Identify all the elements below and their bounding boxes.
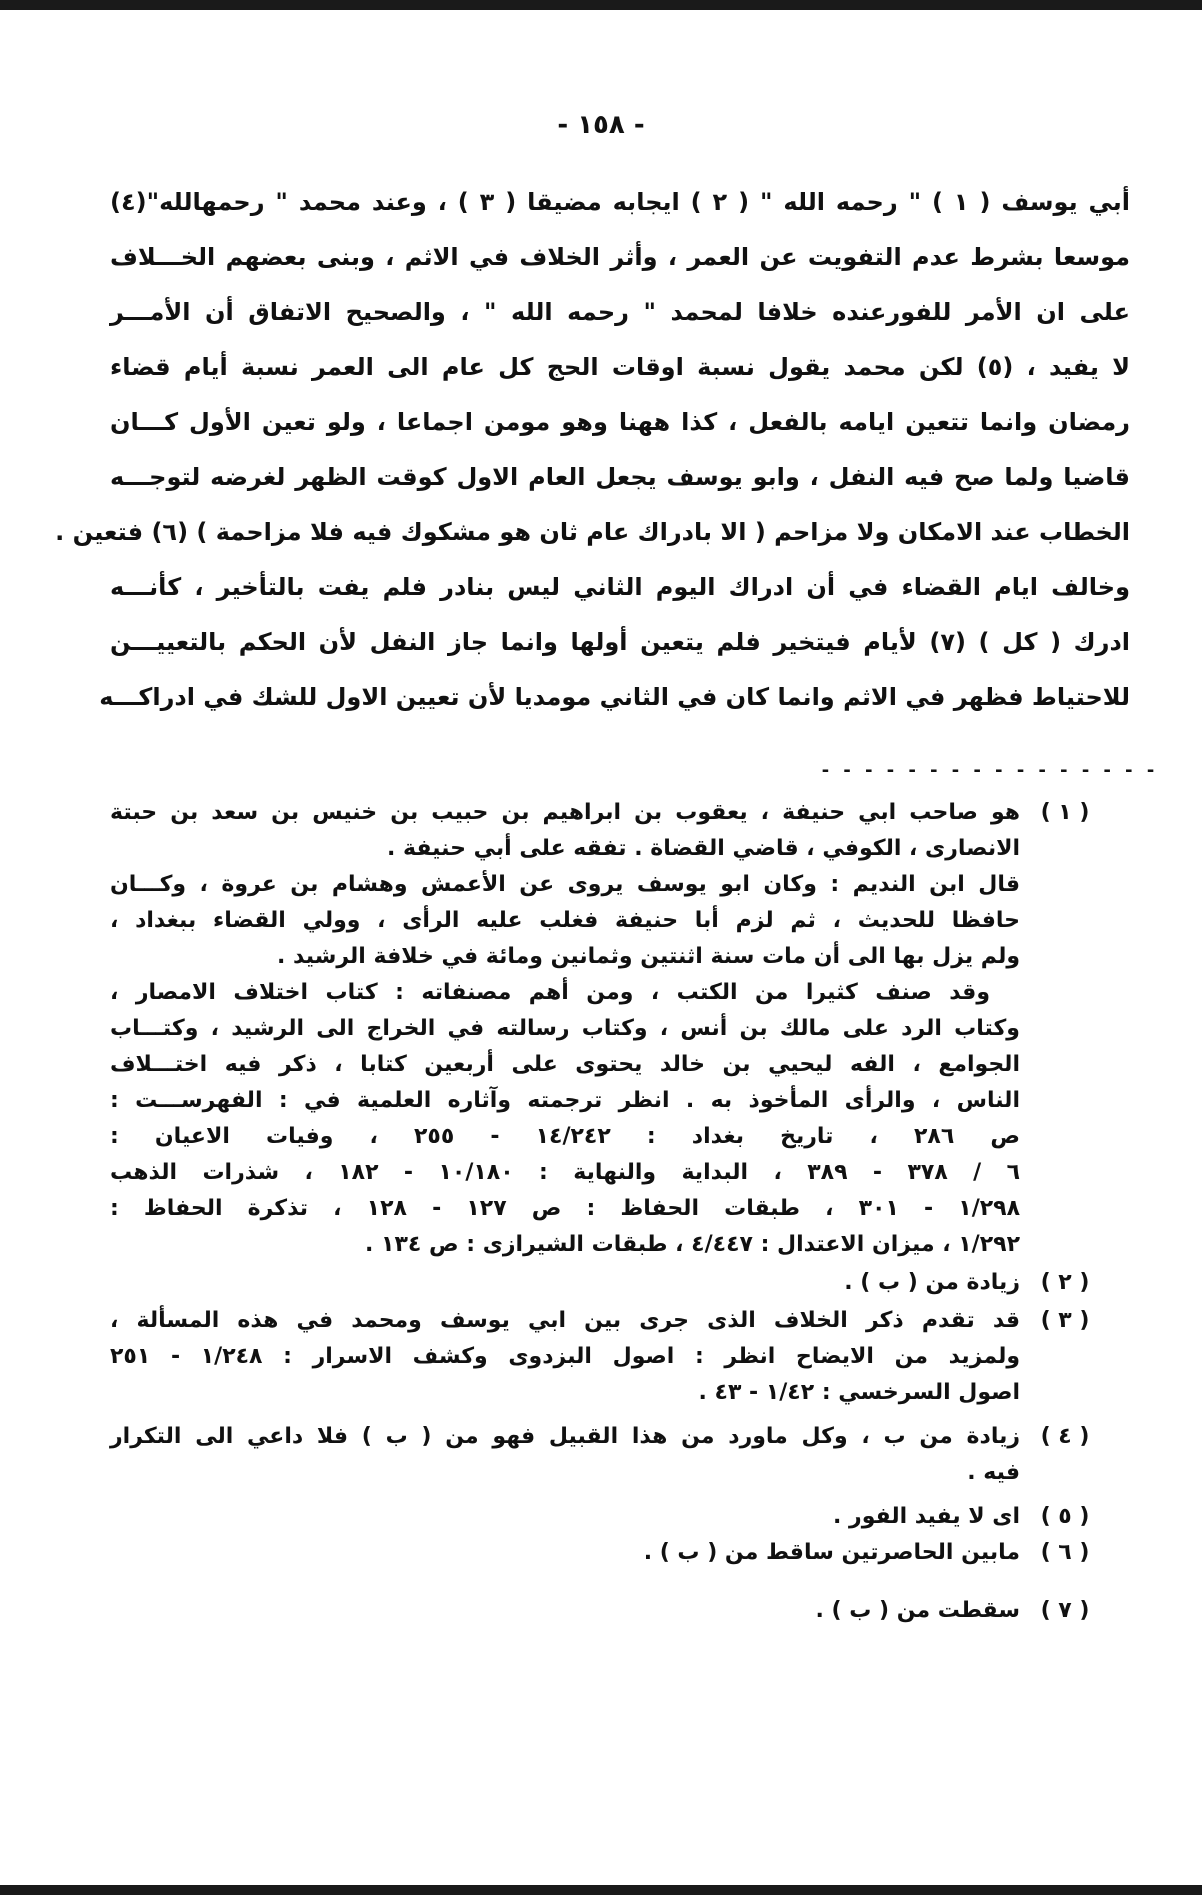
footnote-line: قال ابن النديم : وكان ابو يوسف يروى عن الأعمش وهشام بن عروة ، وكـــان [110, 872, 1020, 897]
footnote-separator: - - - - - - - - - - - - - - - - [820, 760, 1156, 781]
body-line: لا يفيد ، (٥) لكن محمد يقول نسبة اوقات الحج كل عام الى العمر نسبة أيام قضاء [110, 353, 1131, 381]
footnote-line: ولم يزل بها الى أن مات سنة اثنتين وثمانين ومائة في خلافة الرشيد . [277, 944, 1020, 969]
footnote-line: وكتاب الرد على مالك بن أنس ، وكتاب رسالته في الخراج الى الرشيد ، وكتـــاب [110, 1016, 1020, 1041]
footnote-text [110, 795, 1020, 1263]
page-number: - ١٥٨ - [557, 110, 645, 140]
footnote-3 [110, 1303, 1110, 1411]
body-line: قاضيا ولما صح فيه النفل ، وابو يوسف يجعل العام الاول كوقت الظهر لغرضه لتوجـــه [110, 463, 1130, 491]
footnote-6 [110, 1535, 1110, 1571]
footnote-7 [110, 1593, 1110, 1629]
footnote-2 [110, 1265, 1110, 1301]
footnote-line: قد تقدم ذكر الخلاف الذى جرى بين ابي يوسف ومحمد في هذه المسألة ، [110, 1308, 1020, 1333]
footnote-line: سقطت من ( ب ) . [815, 1598, 1020, 1623]
footnote-number: ( ٤ ) [1040, 1424, 1090, 1449]
body-line: للاحتياط فظهر في الاثم وانما كان في الثاني مومديا لأن تعيين الاول للشك في ادراكـــه [99, 683, 1130, 711]
footnote-line: وقد صنف كثيرا من الكتب ، ومن أهم مصنفاته : كتاب اختلاف الامصار ، [110, 980, 990, 1005]
body-line: موسعا بشرط عدم التفويت عن العمر ، وأثر الخلاف في الاثم ، وبنى بعضهم الخـــلاف [110, 243, 1130, 271]
footnote-line: اى لا يفيد الفور . [833, 1504, 1020, 1529]
footnotes-section [110, 795, 1110, 1629]
body-line: أبي يوسف ( ١ ) " رحمه الله " ( ٢ ) ايجابه مضيقا ( ٣ ) ، وعند محمد " رحمهالله"(٤) [110, 188, 1131, 216]
footnote-line: ص ٢٨٦ ، تاريخ بغداد : ١٤/٢٤٢ - ٢٥٥ ، وفيات الاعيان : [110, 1124, 1020, 1149]
body-line: الخطاب عند الامكان ولا مزاحم ( الا بادراك عام ثان هو مشكوك فيه فلا مزاحمة ) (٦) فتعين . [55, 518, 1130, 546]
footnote-number: ( ٢ ) [1040, 1270, 1090, 1295]
footnote-line: ١/٢٩٨ - ٣٠١ ، طبقات الحفاظ : ص ١٢٧ - ١٢٨ ، تذكرة الحفاظ : [110, 1196, 1021, 1221]
top-scan-border [0, 0, 1202, 10]
footnote-line: زيادة من ب ، وكل ماورد من هذا القبيل فهو من ( ب ) فلا داعي الى التكرار [110, 1424, 1020, 1449]
footnote-line: الجوامع ، الفه ليحيي بن خالد يحتوى على أربعين كتابا ، ذكر فيه اختـــلاف [110, 1052, 1020, 1077]
footnote-text [110, 1303, 1020, 1411]
footnote-text [110, 1265, 1020, 1301]
body-line: ادرك ( كل ) (٧) لأيام فيتخير فلم يتعين أولها وانما جاز النفل لأن الحكم بالتعييـــن [110, 628, 1131, 656]
body-line: على ان الأمر للفورعنده خلافا لمحمد " رحمه الله " ، والصحيح الاتفاق أن الأمـــر [110, 298, 1130, 326]
footnote-text [110, 1499, 1020, 1535]
footnote-line: الناس ، والرأى المأخوذ به . انظر ترجمته وآثاره العلمية في : الفهرســـت : [110, 1088, 1020, 1113]
footnote-1 [110, 795, 1110, 1263]
footnote-5 [110, 1499, 1110, 1535]
footnote-number: ( ٦ ) [1040, 1540, 1090, 1565]
footnote-line: ولمزيد من الايضاح انظر : اصول البزدوى وكشف الاسرار : ١/٢٤٨ - ٢٥١ [110, 1344, 1021, 1369]
footnote-line: ٦ / ٣٧٨ - ٣٨٩ ، البداية والنهاية : ١٠/١٨٠ - ١٨٢ ، شذرات الذهب [110, 1160, 1021, 1185]
bottom-scan-border [0, 1885, 1202, 1895]
footnote-line: اصول السرخسي : ١/٤٢ - ٤٣ . [698, 1380, 1020, 1405]
footnote-line: حافظا للحديث ، ثم لزم أبا حنيفة فغلب عليه الرأى ، وولي القضاء ببغداد ، [110, 908, 1020, 933]
footnote-number: ( ٥ ) [1040, 1504, 1090, 1529]
footnote-text [110, 1419, 1020, 1491]
body-line: رمضان وانما تتعين ايامه بالفعل ، كذا ههنا وهو مومن اجماعا ، ولو تعين الأول كـــان [110, 408, 1130, 436]
footnote-line: زيادة من ( ب ) . [844, 1270, 1020, 1295]
footnote-line: هو صاحب ابي حنيفة ، يعقوب بن ابراهيم بن حبيب بن خنيس بن سعد بن حبتة [110, 800, 1020, 825]
footnote-text [110, 1535, 1020, 1571]
footnote-line: فيه . [967, 1460, 1020, 1485]
footnote-number: ( ٧ ) [1040, 1598, 1090, 1623]
footnote-line: ١/٢٩٢ ، ميزان الاعتدال : ٤/٤٤٧ ، طبقات الشيرازى : ص ١٣٤ . [365, 1232, 1020, 1257]
body-line: وخالف ايام القضاء في أن ادراك اليوم الثاني ليس بنادر فلم يفت بالتأخير ، كأنـــه [110, 573, 1130, 601]
main-body-text [55, 175, 1131, 725]
footnote-4 [110, 1419, 1110, 1491]
footnote-line: الانصارى ، الكوفي ، قاضي القضاة . تفقه على أبي حنيفة . [386, 836, 1020, 861]
footnote-text [110, 1593, 1020, 1629]
footnote-line: مابين الحاصرتين ساقط من ( ب ) . [643, 1540, 1020, 1565]
footnote-number: ( ١ ) [1040, 800, 1090, 825]
footnote-number: ( ٣ ) [1040, 1308, 1090, 1333]
